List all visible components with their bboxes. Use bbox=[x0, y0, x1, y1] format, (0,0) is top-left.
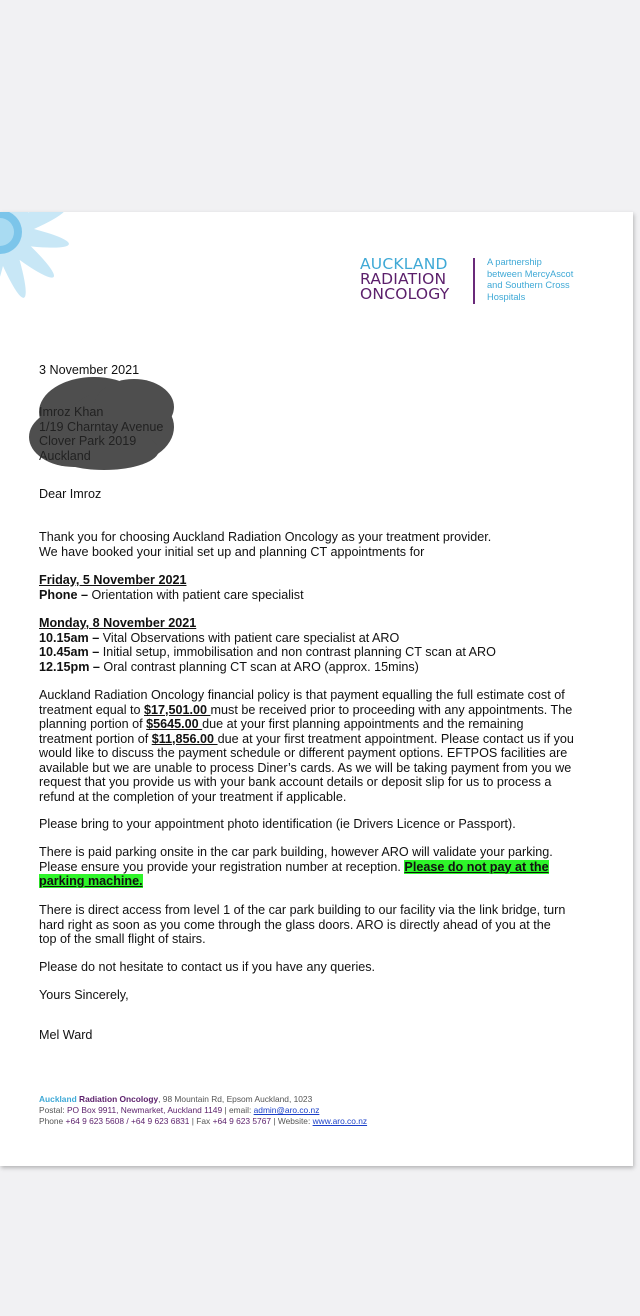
day2-item bbox=[39, 631, 579, 646]
aro-logo bbox=[360, 255, 574, 303]
footer-email-label: | email: bbox=[222, 1104, 254, 1115]
policy-amount-planning: $5645.00 bbox=[146, 717, 203, 731]
day1-item bbox=[39, 588, 579, 603]
footer-org-a: Auckland bbox=[39, 1094, 77, 1104]
parking-highlight: Please do not pay at the parking machine. bbox=[39, 859, 549, 888]
footer-phone-label: Phone bbox=[39, 1115, 66, 1126]
policy-text-b: must be received prior to proceeding with any appointments. The planning portion of bbox=[39, 702, 573, 731]
policy-amount-total: $17,501.00 bbox=[144, 702, 211, 717]
salutation: Dear Imroz bbox=[39, 487, 102, 501]
policy-text-d: due at your first treatment appointment. Please contact us if you would like to discuss the payment schedule or different payment options. EFTPOS facilities are available but we are unable to process Diner’s cards. As we will be taking payment from you we request that you provide us with your bank account details or deposit slip for us to process a refund at the completion of your treatment if applicable. bbox=[39, 731, 574, 804]
letter-page bbox=[0, 212, 633, 1166]
day1-item1-time: Phone – bbox=[39, 587, 88, 602]
footer-line-1 bbox=[39, 1094, 367, 1105]
footer-fax-value: +64 9 623 5767 bbox=[212, 1115, 272, 1126]
appointment-day-2 bbox=[39, 616, 579, 674]
parking-paragraph bbox=[39, 845, 559, 889]
footer-org-address: , 98 Mountain Rd, Epsom Auckland, 1023 bbox=[158, 1094, 313, 1104]
logo-line-radiation: RADIATION bbox=[360, 270, 447, 288]
footer-fax-label: | Fax bbox=[189, 1115, 213, 1126]
logo-line-auckland: AUCKLAND bbox=[360, 255, 448, 273]
footer-email-link[interactable]: admin@aro.co.nz bbox=[253, 1104, 320, 1115]
redaction-scribble bbox=[24, 372, 184, 472]
day2-item1-time: 10.15am – bbox=[39, 630, 100, 645]
footer-website-link[interactable]: www.aro.co.nz bbox=[312, 1115, 368, 1126]
policy-text-c: due at your first planning appointments and the remaining treatment portion of bbox=[39, 717, 524, 746]
policy-amount-treatment: $11,856.00 bbox=[151, 731, 218, 746]
footer-line-2 bbox=[39, 1105, 367, 1116]
intro-paragraph bbox=[39, 530, 579, 559]
day2-item2-time: 10.45am – bbox=[39, 645, 100, 659]
logo-tagline-2: between MercyAscot bbox=[487, 268, 574, 279]
day2-item2-text: Initial setup, immobilisation and non contrast planning CT scan at ARO bbox=[99, 645, 496, 659]
day1-heading: Friday, 5 November 2021 bbox=[39, 573, 187, 587]
logo-tagline-1: A partnership bbox=[487, 257, 542, 267]
financial-policy-paragraph bbox=[39, 688, 574, 804]
day2-item bbox=[39, 660, 579, 675]
day2-item1-text: Vital Observations with patient care specialist at ARO bbox=[99, 630, 400, 645]
footer-org-b: Radiation Oncology bbox=[76, 1094, 159, 1104]
letter-footer bbox=[39, 1094, 367, 1126]
parking-text: There is paid parking onsite in the car park building, however ARO will validate your parking. Please ensure you provide your registration number at reception. bbox=[39, 845, 553, 874]
logo-divider bbox=[473, 258, 475, 304]
day1-item1-text: Orientation with patient care specialist bbox=[88, 587, 304, 602]
logo-tagline-4: Hospitals bbox=[487, 291, 526, 302]
footer-phone-value: +64 9 623 5608 / +64 9 623 6831 bbox=[65, 1115, 190, 1126]
footer-website-label: | Website: bbox=[271, 1115, 313, 1126]
day2-item bbox=[39, 645, 579, 660]
queries-paragraph: Please do not hesitate to contact us if you have any queries. bbox=[39, 960, 376, 974]
appointment-day-1 bbox=[39, 573, 579, 602]
signature-name: Mel Ward bbox=[39, 1028, 93, 1042]
intro-line-2: We have booked your initial set up and planning CT appointments for bbox=[39, 544, 425, 559]
footer-postal-value: PO Box 9911, Newmarket, Auckland 1149 bbox=[66, 1104, 223, 1115]
photo-id-paragraph: Please bring to your appointment photo identification (ie Drivers Licence or Passport). bbox=[39, 817, 516, 831]
closing: Yours Sincerely, bbox=[39, 988, 129, 1002]
day2-heading: Monday, 8 November 2021 bbox=[39, 616, 197, 630]
policy-text-a: Auckland Radiation Oncology financial policy is that payment equalling the full estimate cost of treatment equal to bbox=[39, 688, 565, 717]
day2-item3-time: 12.15pm – bbox=[39, 659, 100, 674]
intro-line-1: Thank you for choosing Auckland Radiation Oncology as your treatment provider. bbox=[39, 530, 492, 544]
day2-item3-text: Oral contrast planning CT scan at ARO (approx. 15mins) bbox=[99, 659, 419, 674]
footer-postal-label: Postal: bbox=[39, 1104, 67, 1115]
footer-line-3 bbox=[39, 1116, 367, 1127]
access-paragraph: There is direct access from level 1 of the car park building to our facility via the link bridge, turn hard right as soon as you come through the glass doors. ARO is directly ahead of you at the top of the small flight of stairs. bbox=[39, 903, 566, 946]
logo-line-oncology: ONCOLOGY bbox=[360, 285, 450, 303]
logo-tagline bbox=[487, 257, 577, 303]
flower-decoration-icon bbox=[0, 212, 100, 332]
letter-date: 3 November 2021 bbox=[39, 363, 140, 377]
logo-tagline-3: and Southern Cross bbox=[487, 280, 570, 290]
